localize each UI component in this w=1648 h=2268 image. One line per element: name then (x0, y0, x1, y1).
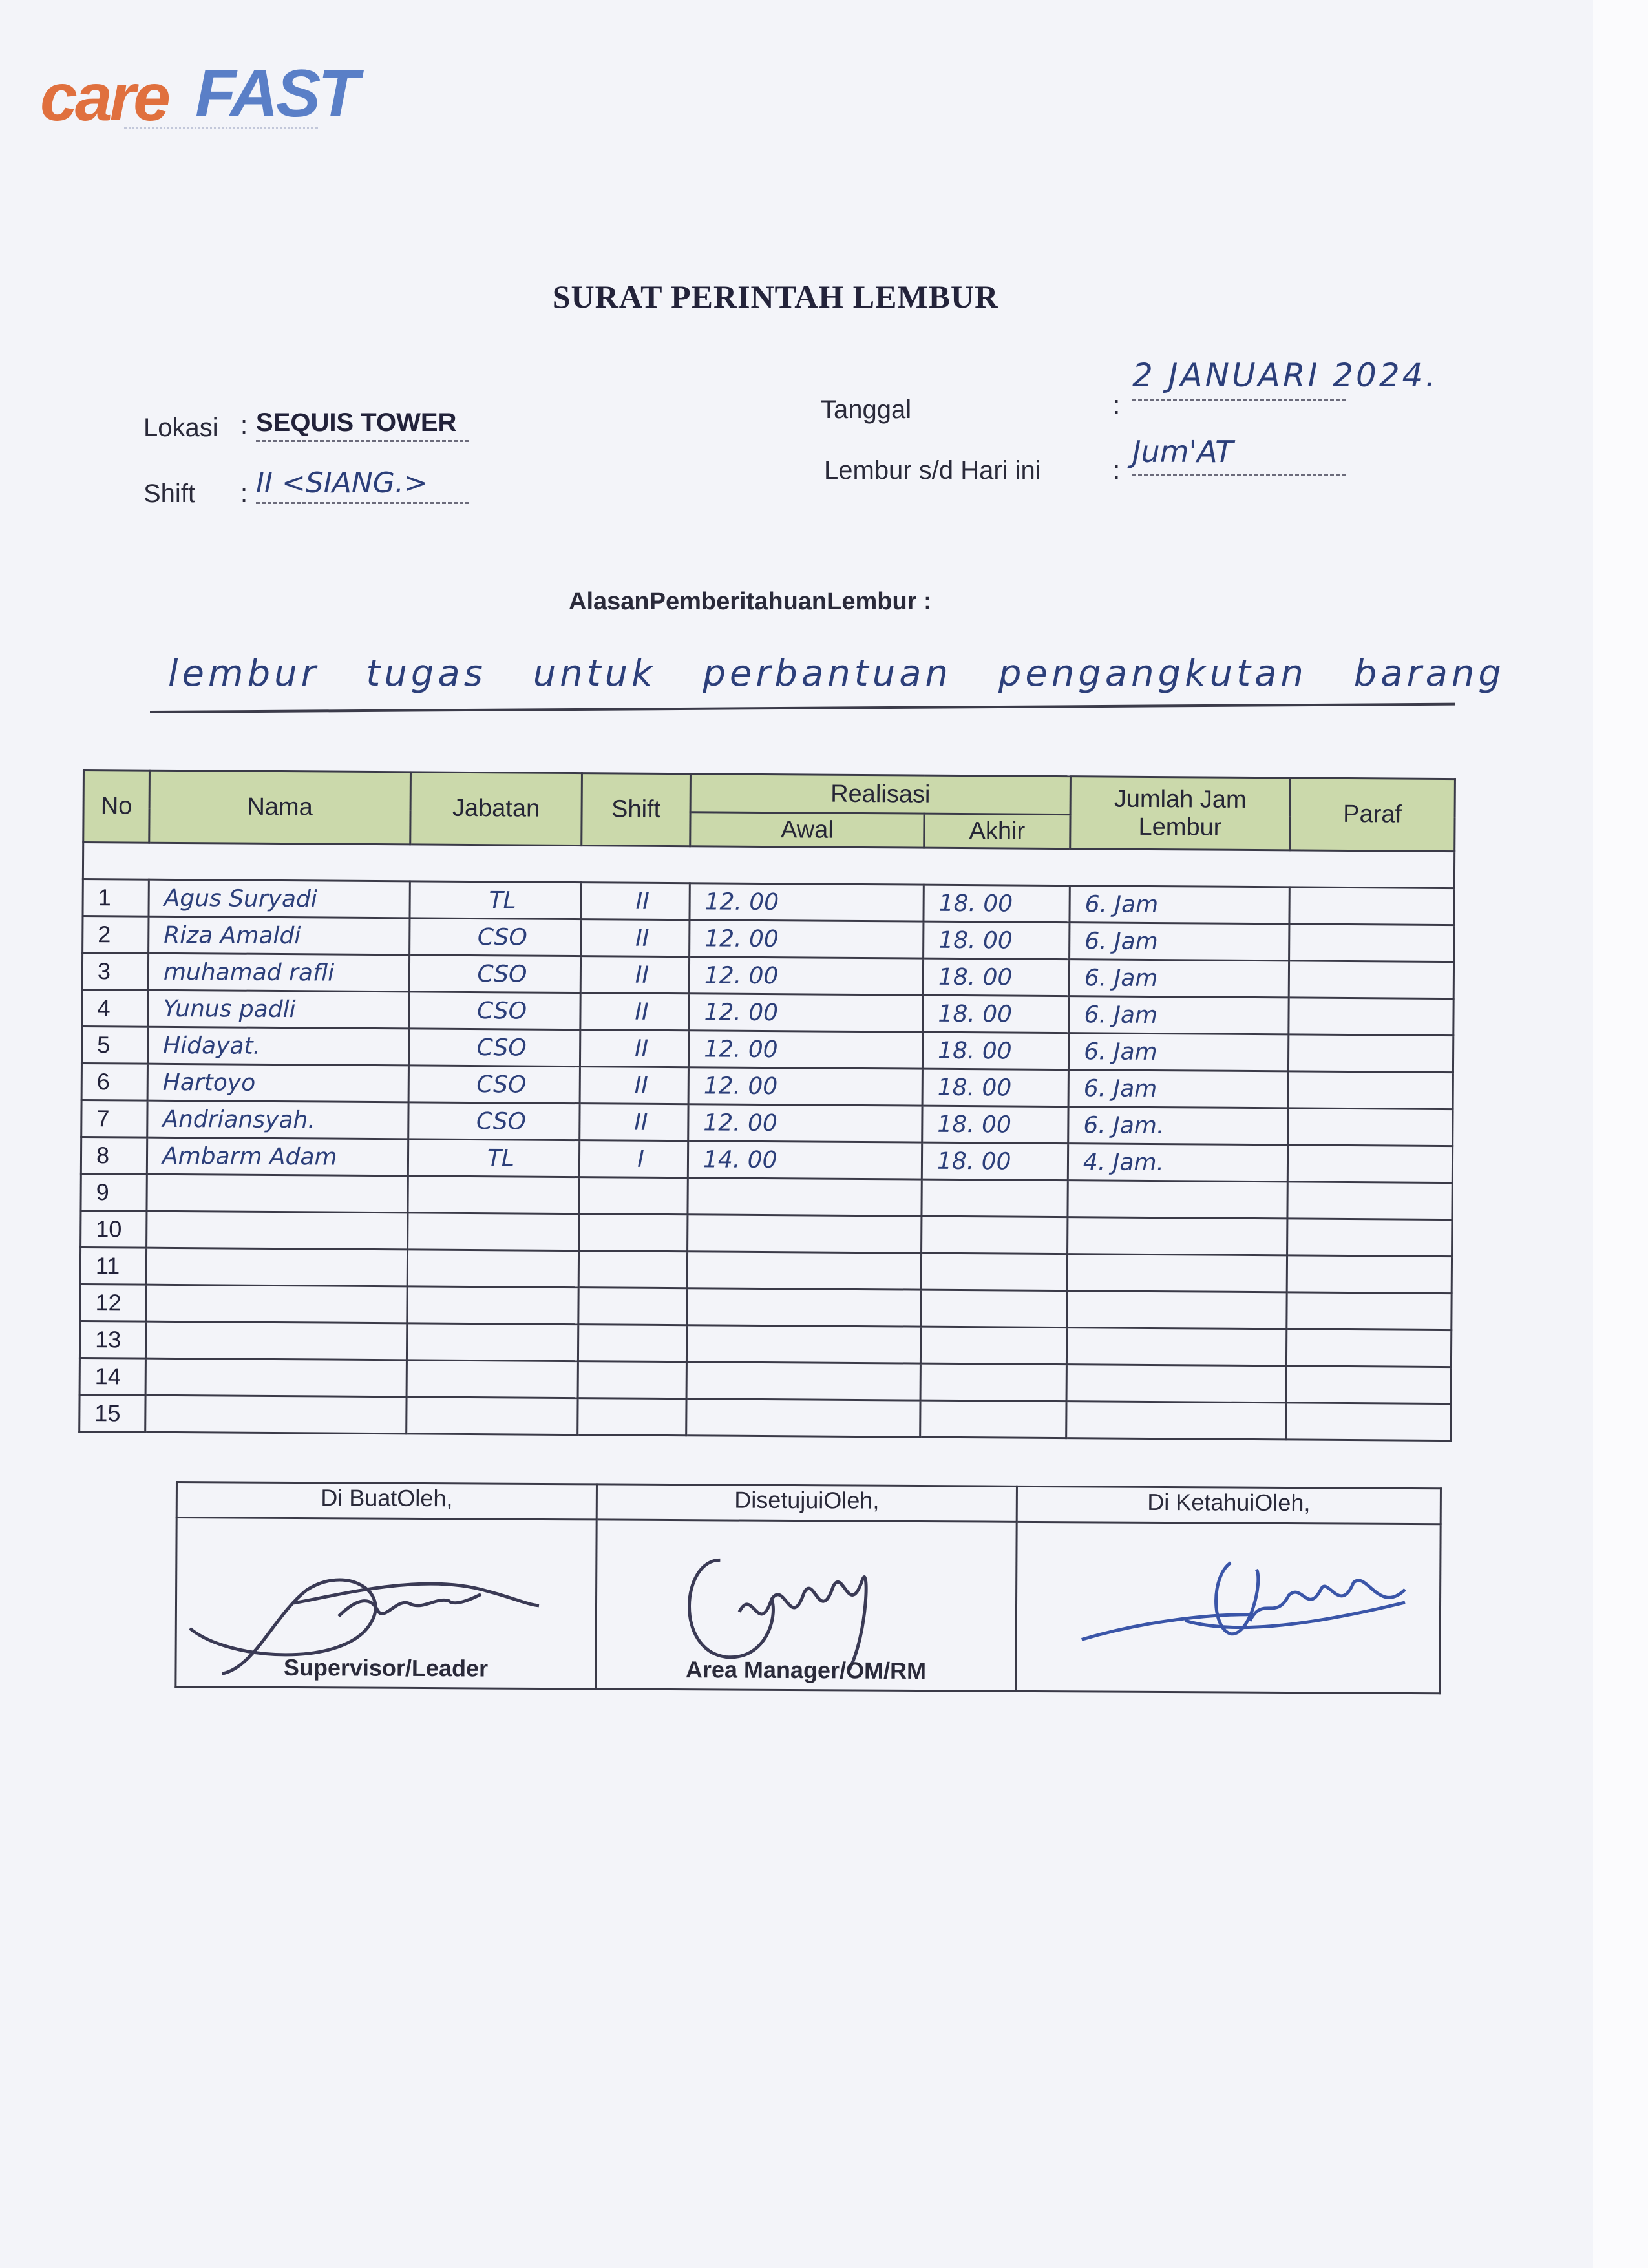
cell-shift: II (580, 1067, 688, 1104)
cell-paraf (1287, 1255, 1452, 1294)
cell-paraf (1286, 1366, 1451, 1404)
known-signature (1017, 1523, 1441, 1686)
cell-awal: 12. 00 (688, 1067, 922, 1106)
cell-jumlah (1067, 1291, 1287, 1329)
cell-jumlah (1066, 1365, 1286, 1403)
cell-akhir (920, 1363, 1066, 1401)
cell-paraf (1288, 1071, 1453, 1109)
cell-akhir: 18. 00 (923, 958, 1069, 996)
header-nama: Nama (149, 770, 411, 845)
cell-awal (686, 1399, 920, 1437)
cell-awal (688, 1178, 922, 1216)
cell-jumlah: 6. Jam (1070, 886, 1289, 924)
tanggal-colon: : (1113, 391, 1121, 419)
lokasi-colon: : (240, 411, 248, 439)
cell-shift (578, 1288, 687, 1325)
cell-nama (145, 1358, 407, 1397)
cell-akhir (920, 1400, 1066, 1438)
cell-no: 2 (83, 916, 149, 954)
cell-awal: 14. 00 (688, 1141, 922, 1179)
carefast-logo (40, 56, 376, 143)
cell-jabatan (407, 1250, 578, 1288)
cell-no: 3 (82, 953, 148, 991)
cell-paraf (1287, 1182, 1452, 1220)
cell-shift: II (580, 1030, 688, 1067)
header-jumlah: Jumlah Jam Lembur (1070, 777, 1291, 850)
cell-shift (579, 1177, 688, 1215)
cell-jabatan: CSO (408, 1029, 580, 1067)
cell-jumlah: 6. Jam (1068, 1033, 1288, 1071)
cell-no: 9 (81, 1173, 147, 1211)
cell-shift: II (581, 919, 690, 957)
reason-underline (150, 703, 1455, 713)
reason-text: lembur tugas untuk perbantuan pengangkutan barang (168, 653, 1505, 695)
cell-nama (146, 1248, 407, 1286)
cell-shift (578, 1251, 687, 1288)
cell-jumlah (1068, 1217, 1287, 1255)
cell-shift (578, 1398, 686, 1436)
cell-jumlah: 4. Jam. (1068, 1144, 1287, 1182)
cell-awal: 12. 00 (688, 1104, 922, 1142)
cell-jabatan (407, 1360, 578, 1398)
cell-jabatan (407, 1286, 578, 1325)
cell-nama: Ambarm Adam (147, 1137, 408, 1176)
signature-table (174, 1481, 1442, 1694)
cell-akhir: 18. 00 (924, 885, 1070, 922)
cell-jumlah: 6. Jam (1069, 960, 1289, 998)
cell-awal: 12. 00 (689, 957, 923, 995)
supervisor-role: Supervisor/Leader (283, 1654, 489, 1682)
manager-role: Area Manager/OM/RM (685, 1656, 927, 1685)
cell-awal (687, 1288, 921, 1327)
cell-awal: 12. 00 (688, 1031, 922, 1069)
cell-akhir: 18. 00 (923, 995, 1069, 1033)
logo-fast-text: FAST (195, 56, 357, 131)
cell-no: 10 (81, 1210, 147, 1248)
cell-shift (579, 1214, 688, 1252)
lembur-label: Lembur s/d Hari ini (824, 456, 1041, 485)
cell-no: 4 (82, 990, 148, 1027)
cell-akhir: 18. 00 (922, 1069, 1068, 1106)
cell-jumlah: 6. Jam (1069, 996, 1289, 1034)
cell-jabatan: CSO (408, 1066, 580, 1104)
approved-by-label: DisetujuiOleh, (597, 1484, 1017, 1522)
cell-akhir (921, 1290, 1067, 1327)
cell-nama (146, 1285, 407, 1323)
cell-awal: 12. 00 (690, 920, 924, 958)
cell-shift: II (580, 993, 689, 1031)
cell-jumlah: 6. Jam (1070, 923, 1289, 961)
lokasi-value: SEQUIS TOWER (256, 408, 469, 442)
table-body (79, 843, 1455, 1441)
cell-paraf (1289, 961, 1453, 999)
cell-nama (147, 1174, 408, 1213)
cell-nama: muhamad rafli (148, 953, 409, 992)
cell-nama: Hidayat. (147, 1027, 408, 1066)
header-shift: Shift (582, 773, 691, 846)
cell-nama (145, 1321, 407, 1360)
cell-paraf (1287, 1292, 1452, 1330)
header-jabatan: Jabatan (410, 772, 582, 846)
cell-jumlah: 6. Jam. (1068, 1107, 1288, 1145)
cell-no: 14 (79, 1358, 145, 1395)
tanggal-label: Tanggal (821, 395, 912, 424)
cell-jabatan: TL (408, 1139, 579, 1177)
cell-paraf (1289, 924, 1454, 962)
cell-paraf (1286, 1403, 1451, 1441)
cell-jabatan: CSO (409, 955, 580, 993)
cell-jumlah: 6. Jam (1068, 1070, 1288, 1108)
cell-paraf (1288, 1034, 1453, 1073)
cell-paraf (1289, 887, 1454, 925)
cell-shift (578, 1325, 686, 1362)
cell-akhir (922, 1216, 1068, 1254)
cell-akhir (920, 1327, 1066, 1364)
cell-nama: Andriansyah. (147, 1100, 408, 1139)
cell-nama: Riza Amaldi (149, 916, 410, 955)
cell-jabatan: CSO (410, 918, 581, 956)
cell-jumlah (1066, 1328, 1286, 1366)
cell-shift: II (581, 883, 690, 920)
known-by-label: Di KetahuiOleh, (1017, 1486, 1441, 1524)
cell-jabatan (408, 1176, 579, 1214)
cell-nama (147, 1211, 408, 1250)
lembur-value: Jum'AT (1132, 434, 1346, 476)
cell-no: 5 (81, 1027, 147, 1064)
header-realisasi: Realisasi (690, 774, 1070, 815)
shift-value: II <SIANG.> (256, 467, 469, 504)
cell-no: 7 (81, 1100, 147, 1137)
cell-paraf (1288, 1108, 1453, 1146)
cell-paraf (1289, 998, 1453, 1036)
header-akhir: Akhir (924, 814, 1070, 848)
cell-awal (686, 1325, 920, 1363)
cell-nama: Hartoyo (147, 1064, 408, 1102)
made-by-label: Di BuatOleh, (176, 1482, 597, 1520)
cell-akhir: 18. 00 (922, 1142, 1068, 1180)
header-no: No (83, 770, 150, 843)
cell-akhir (922, 1179, 1068, 1217)
cell-jumlah (1066, 1402, 1286, 1440)
logo-care-text: care (40, 60, 168, 135)
cell-jabatan (407, 1323, 578, 1361)
cell-akhir: 18. 00 (924, 921, 1070, 959)
cell-awal (687, 1252, 921, 1290)
cell-paraf (1287, 1219, 1452, 1257)
cell-no: 13 (79, 1321, 145, 1358)
cell-no: 15 (79, 1394, 145, 1432)
header-paraf: Paraf (1290, 778, 1455, 852)
lembur-colon: : (1113, 456, 1121, 485)
cell-nama: Yunus padli (148, 990, 409, 1029)
cell-no: 11 (80, 1247, 146, 1285)
shift-label: Shift (143, 479, 196, 508)
overtime-table (78, 769, 1456, 1442)
cell-paraf (1287, 1145, 1452, 1183)
supervisor-signature-cell (176, 1518, 597, 1689)
cell-awal: 12. 00 (690, 883, 924, 921)
cell-shift: II (580, 956, 689, 994)
cell-no: 8 (81, 1137, 147, 1174)
cell-jabatan: CSO (408, 1102, 580, 1140)
cell-no: 6 (81, 1063, 147, 1100)
header-awal: Awal (690, 812, 924, 848)
tanggal-value: 2 JANUARI 2024. (1132, 357, 1346, 401)
cell-nama (145, 1395, 407, 1434)
cell-paraf (1286, 1329, 1451, 1367)
manager-signature-cell (596, 1520, 1017, 1691)
cell-awal: 12. 00 (689, 994, 923, 1032)
logo-tagline (124, 127, 318, 135)
cell-no: 1 (83, 879, 149, 917)
cell-jabatan: CSO (409, 992, 580, 1030)
shift-colon: : (240, 479, 248, 508)
cell-jabatan (407, 1397, 578, 1435)
cell-akhir: 18. 00 (922, 1032, 1068, 1069)
cell-jumlah (1067, 1254, 1287, 1292)
cell-jabatan: TL (410, 881, 581, 919)
scan-edge (1593, 0, 1648, 2268)
document-title: SURAT PERINTAH LEMBUR (552, 278, 999, 315)
cell-akhir: 18. 00 (922, 1106, 1068, 1143)
cell-shift: II (580, 1104, 688, 1141)
cell-nama: Agus Suryadi (149, 879, 410, 918)
cell-no: 12 (80, 1284, 146, 1321)
reason-label: AlasanPemberitahuanLembur : (569, 588, 932, 615)
cell-shift (578, 1361, 686, 1399)
lokasi-label: Lokasi (143, 414, 218, 442)
cell-shift: I (579, 1140, 688, 1178)
cell-awal (688, 1215, 922, 1253)
cell-jumlah (1068, 1181, 1287, 1219)
cell-jabatan (408, 1213, 579, 1251)
cell-akhir (921, 1253, 1067, 1290)
known-signature-cell (1016, 1522, 1441, 1693)
cell-awal (686, 1362, 920, 1400)
